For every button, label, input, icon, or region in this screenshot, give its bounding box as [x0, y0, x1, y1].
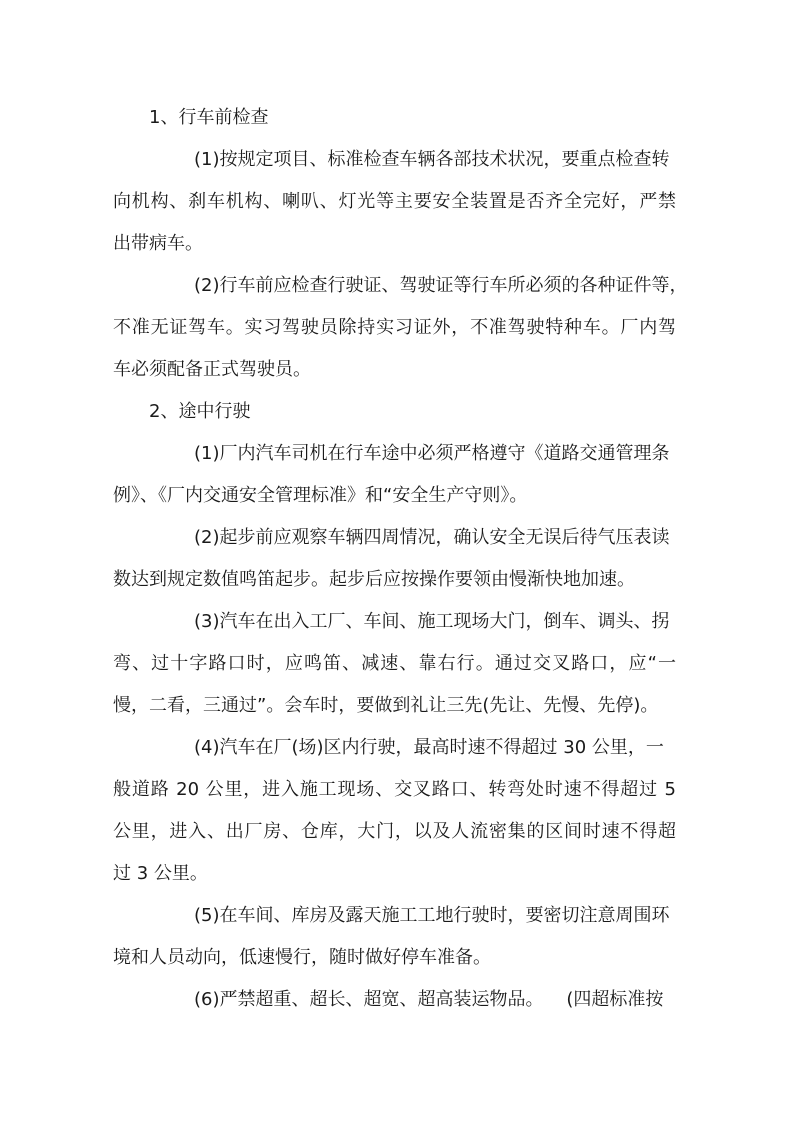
- paragraph-line: 不准无证驾车。实习驾驶员除持实习证外，不准驾驶特种车。厂内驾: [113, 317, 676, 338]
- paragraph-line: 出带病车。: [113, 233, 203, 254]
- paragraph-line: (1)按规定项目、标准检查车辆各部技术状况，要重点检查转: [194, 149, 670, 170]
- paragraph-line: 车必须配备正式驾驶员。: [113, 359, 311, 380]
- paragraph-line: 过 3 公里。: [113, 863, 208, 884]
- section-heading-on-road-driving: 2、途中行驶: [149, 401, 251, 422]
- paragraph-line: (1)厂内汽车司机在行车途中必须严格遵守《道路交通管理条: [194, 443, 670, 464]
- paragraph-line: (6)严禁超重、超长、超宽、超高装运物品。 (四超标准按: [194, 989, 664, 1010]
- paragraph-line: (2)行车前应检查行驶证、驾驶证等行车所必须的各种证件等，: [194, 275, 688, 296]
- paragraph-line: 境和人员动向，低速慢行，随时做好停车准备。: [113, 947, 491, 968]
- paragraph-line: (2)起步前应观察车辆四周情况，确认安全无误后待气压表读: [194, 527, 670, 548]
- section-heading-pre-drive-check: 1、行车前检查: [149, 107, 269, 128]
- paragraph-line: (5)在车间、库房及露天施工工地行驶时，要密切注意周围环: [194, 905, 670, 926]
- paragraph-line: 公里，进入、出厂房、仓库，大门，以及人流密集的区间时速不得超: [113, 821, 676, 842]
- paragraph-line: 弯、过十字路口时，应鸣笛、减速、靠右行。通过交叉路口，应“一: [113, 653, 676, 674]
- paragraph-line: 般道路 20 公里，进入施工现场、交叉路口、转弯处时速不得超过 5: [113, 779, 676, 800]
- paragraph-line: 数达到规定数值鸣笛起步。起步后应按操作要领由慢渐快地加速。: [113, 569, 635, 590]
- paragraph-line: 慢，二看，三通过”。会车时，要做到礼让三先(先让、先慢、先停)。: [113, 695, 659, 716]
- paragraph-line: 例》、《厂内交通安全管理标准》和“安全生产守则》。: [113, 485, 528, 506]
- paragraph-line: (4)汽车在厂(场)区内行驶，最高时速不得超过 30 公里，一: [194, 737, 664, 758]
- paragraph-line: (3)汽车在出入工厂、车间、施工现场大门，倒车、调头、拐: [194, 611, 670, 632]
- paragraph-line: 向机构、刹车机构、喇叭、灯光等主要安全装置是否齐全完好，严禁: [113, 191, 676, 212]
